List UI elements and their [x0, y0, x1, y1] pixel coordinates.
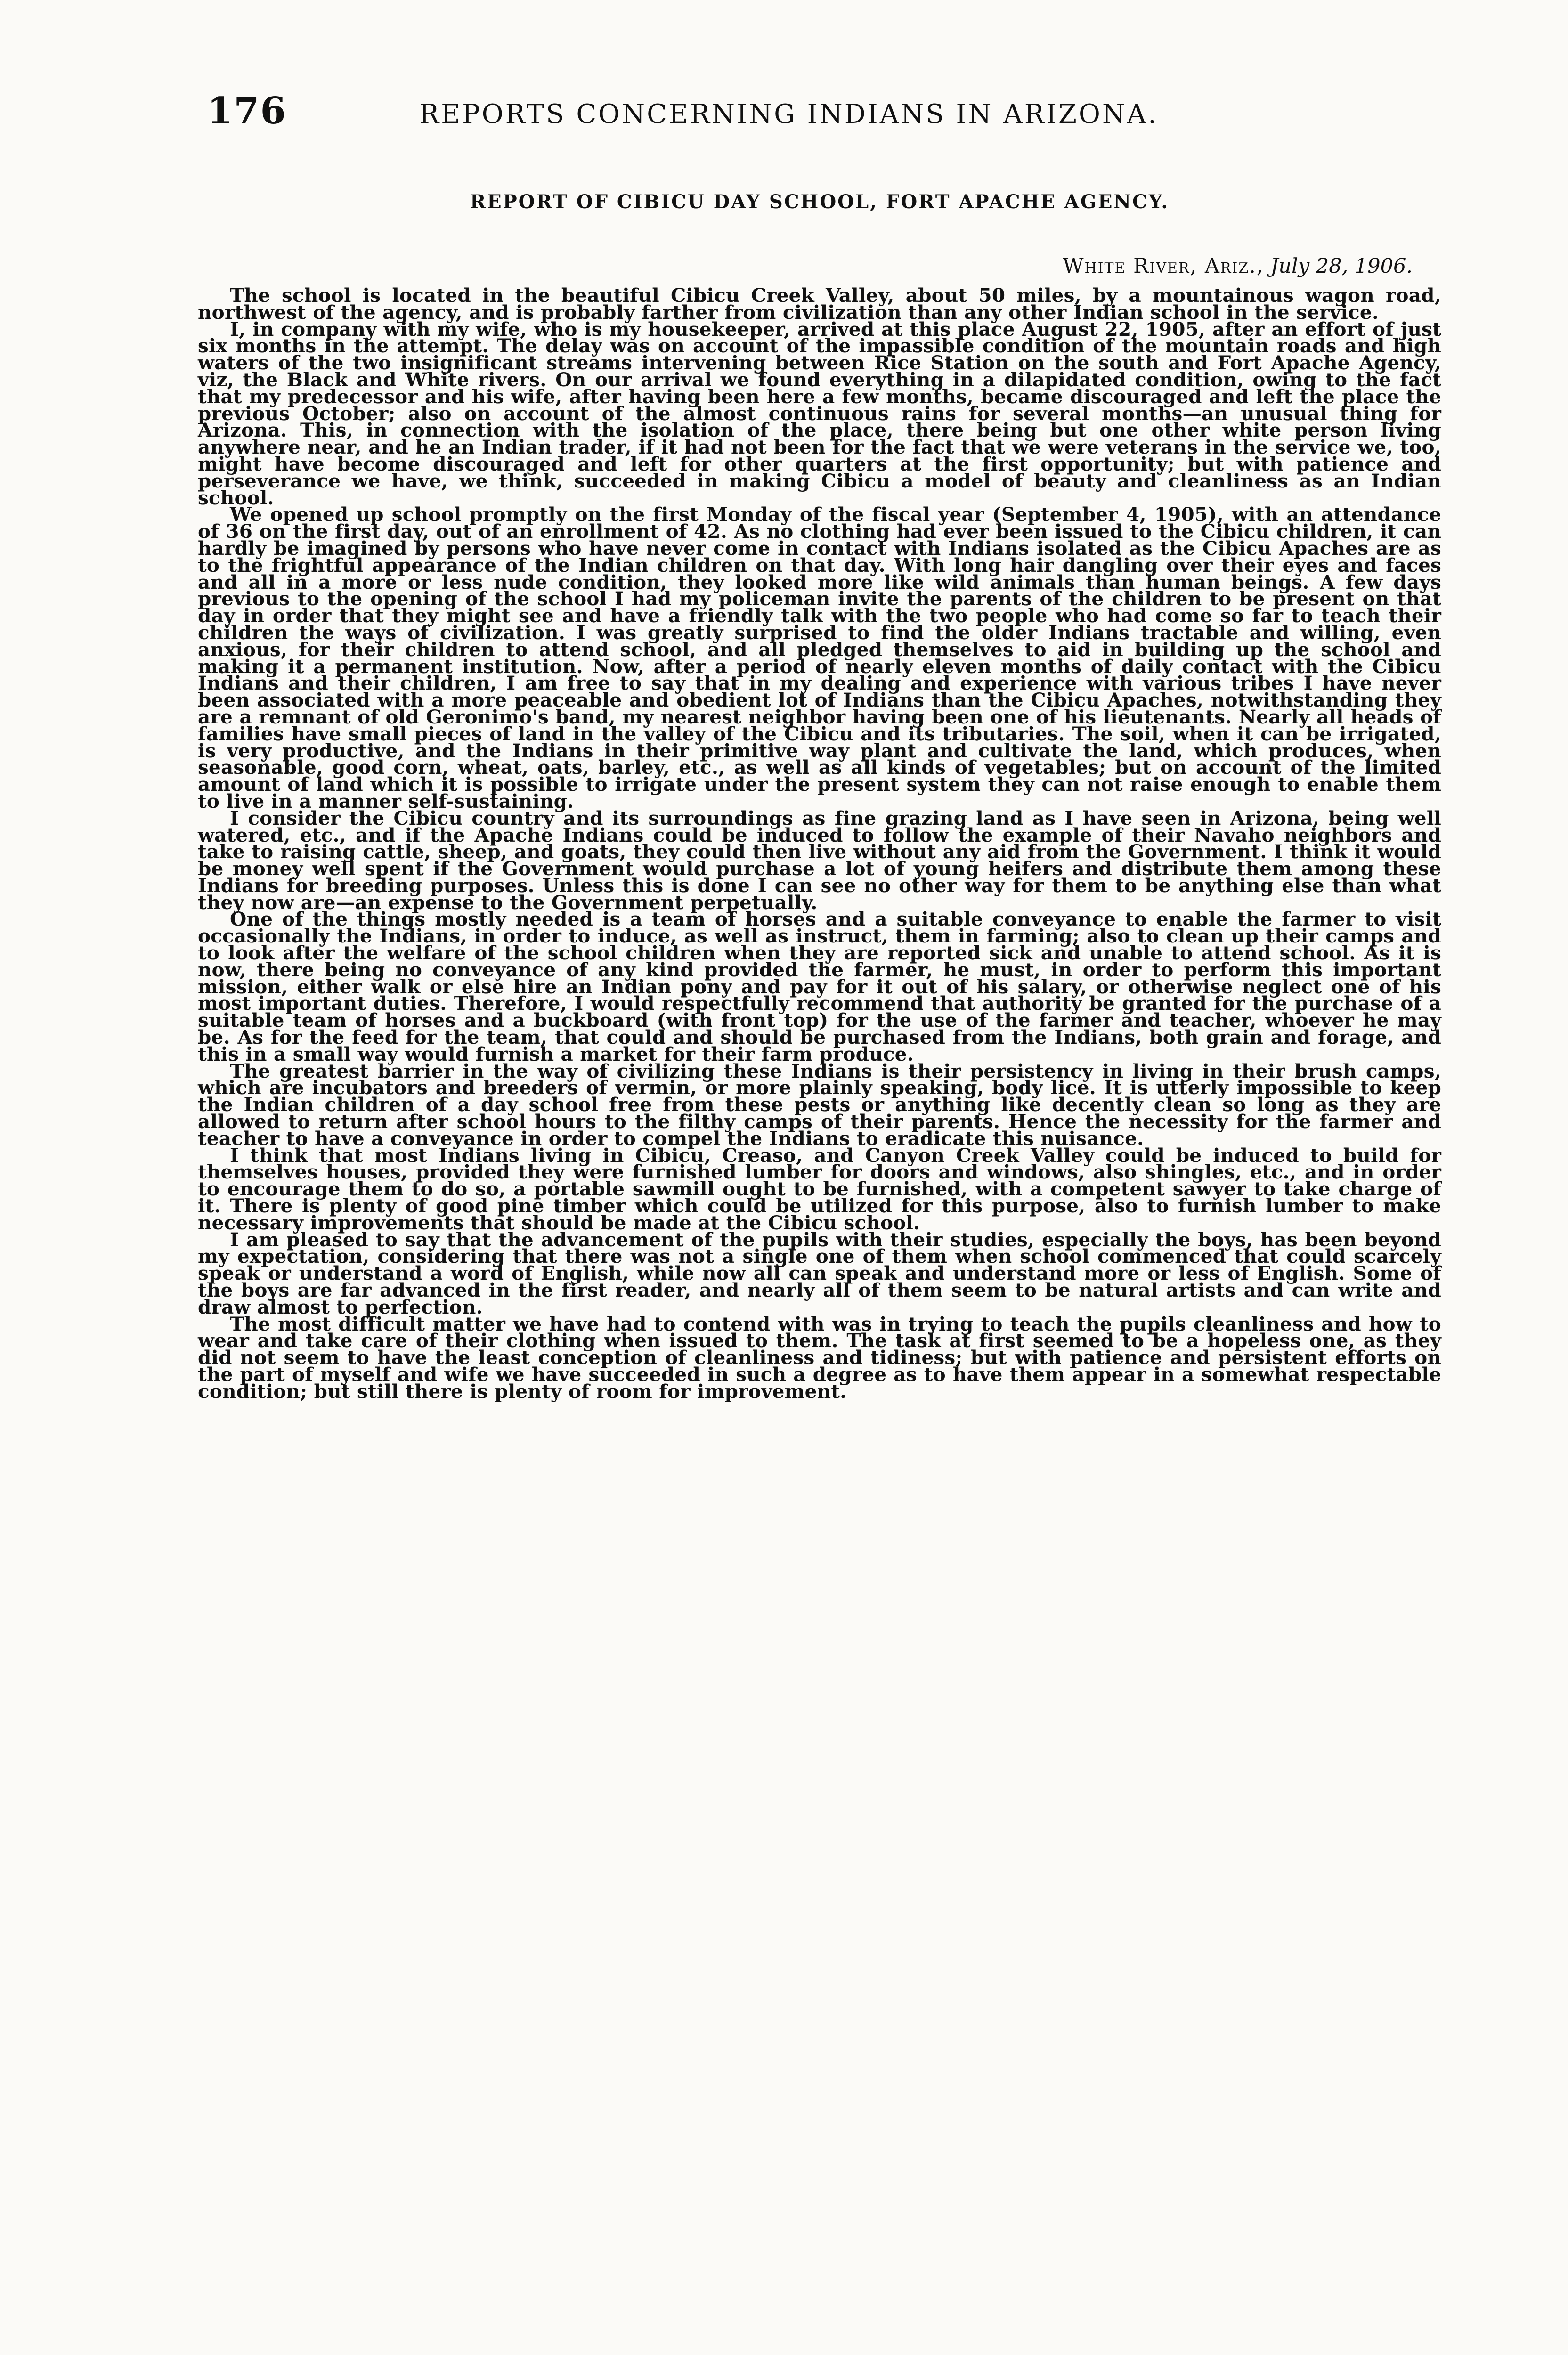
page-number: 176 [207, 89, 287, 132]
paragraph: The greatest barrier in the way of civilizing these Indians is their persistency in living in their brush camps, which are incubators and breeders of vermin, or more plainly speaking, body lice. It is utterly impossible to keep the Indian children of a day school free from these pests or anything like decently clean so long as they are allowed to return after school hours to the filthy camps of their parents. Hence the necessity for the farmer and teacher to have a conveyance in order to compel the Indians to eradicate this nuisance. [198, 1059, 1441, 1150]
dateline-date: July 28, 1906. [1270, 254, 1413, 278]
report-body [198, 284, 1441, 1403]
running-header [207, 89, 1432, 146]
paragraph: I think that most Indians living in Cibicu, Creaso, and Canyon Creek Valley could be induced to build for themselves houses, provided they were furnished lumber for doors and windows, also shingles, etc., and in order to encourage them to do so, a portable sawmill ought to be furnished, with a competent sawyer to take charge of it. There is plenty of good pine timber which could be utilized for this purpose, also to furnish lumber to make necessary improvements that should be made at the Cibicu school. [198, 1144, 1441, 1234]
paragraph: We opened up school promptly on the first Monday of the fiscal year (September 4, 1905), with an attendance of 36 on the first day, out of an enrollment of 42. As no clothing had ever been issued to the Cibicu children, it can hardly be imagined by persons who have never come in contact with Indians isolated as the Cibicu Apaches are as to the frightful appearance of the Indian children on that day. With long hair dangling over their eyes and faces and all in a more or less nude condition, they looked more like wild animals than human beings. A few days previous to the opening of the school I had my policeman invite the parents of the children to be present on that day in order that they might see and have a friendly talk with the two people who had come so far to teach their children the ways of civilization. I was greatly surprised to find the older Indians tractable and willing, even anxious, for their children to attend school, and all pledged themselves to aid in building up the school and making it a permanent institution. Now, after a period of nearly eleven months of daily contact with the Cibicu Indians and their children, I am free to say that in my dealing and experience with various tribes I have never been associated with a more peaceable and obedient lot of Indians than the Cibicu Apaches, notwithstanding they are a remnant of old Geronimo's band, my nearest neighbor having been one of his lieutenants. Nearly all heads of families have small pieces of land in the valley of the Cibicu and its tributaries. The soil, when it can be irrigated, is very productive, and the Indians in their primitive way plant and cultivate the land, which produces, when seasonable, good corn, wheat, oats, barley, etc., as well as all kinds of vegetables; but on account of the limited amount of land which it is possible to irrigate under the present system they can not raise enough to enable them to live in a manner self-sustaining. [198, 503, 1441, 812]
paragraph: I consider the Cibicu country and its surroundings as fine grazing land as I have seen in Arizona, being well watered, etc., and if the Apache Indians could be induced to follow the example of their Navaho neighbors and take to raising cattle, sheep, and goats, they could then live without any aid from the Government. I think it would be money well spent if the Government would purchase a lot of young heifers and distribute them among these Indians for breeding purposes. Unless this is done I can see no other way for them to be anything else than what they now are—an expense to the Government perpetually. [198, 806, 1441, 914]
paragraph: I, in company with my wife, who is my housekeeper, arrived at this place August 22, 1905, after an effort of just six months in the attempt. The delay was on account of the impassible condition of the mountain roads and high waters of the two insignificant streams intervening between Rice Station on the south and Fort Apache Agency, viz, the Black and White rivers. On our arrival we found everything in a dilapidated condition, owing to the fact that my predecessor and his wife, after having been here a few months, became discouraged and left the place the previous October; also on account of the almost continuous rains for several months—an unusual thing for Arizona. This, in connection with the isolation of the place, there being but one other white person living anywhere near, and he an Indian trader, if it had not been for the fact that we were veterans in the service we, too, might have become discouraged and left for other quarters at the first opportunity; but with patience and perseverance we have, we think, succeeded in making Cibicu a model of beauty and cleanliness as an Indian school. [198, 317, 1441, 509]
paragraph: One of the things mostly needed is a team of horses and a suitable conveyance to enable the farmer to visit occasionally the Indians, in order to induce, as well as instruct, them in farming; also to clean up their camps and to look after the welfare of the school children when they are reported sick and unable to attend school. As it is now, there being no conveyance of any kind provided the farmer, he must, in order to perform this important mission, either walk or else hire an Indian pony and pay for it out of his salary, or otherwise neglect one of his most important duties. Therefore, I would respectfully recommend that authority be granted for the purchase of a suitable team of horses and a buckboard (with front top) for the use of the farmer and teacher, whoever he may be. As for the feed for the team, that could and should be purchased from the Indians, both grain and forage, and this in a small way would furnish a market for their farm produce. [198, 908, 1441, 1065]
dateline-place: White River, Ariz., [1063, 254, 1264, 278]
dateline [1063, 254, 1413, 278]
paragraph: The school is located in the beautiful Cibicu Creek Valley, about 50 miles, by a mountainous wagon road, northwest of the agency, and is probably farther from civilization than any other Indian school in the service. [198, 284, 1441, 324]
running-title: REPORTS CONCERNING INDIANS IN ARIZONA. [419, 99, 1159, 130]
paragraph: The most difficult matter we have had to contend with was in trying to teach the pupils cleanliness and how to wear and take care of their clothing when issued to them. The task at first seemed to be a hopeless one, as they did not seem to have the least conception of cleanliness and tidiness; but with patience and persistent efforts on the part of myself and wife we have succeeded in such a degree as to have them appear in a somewhat respectable condition; but still there is plenty of room for improvement. [198, 1312, 1441, 1403]
report-title: REPORT OF CIBICU DAY SCHOOL, FORT APACHE AGENCY. [470, 191, 1170, 213]
paragraph: I am pleased to say that the advancement of the pupils with their studies, especially the boys, has been beyond my expectation, considering that there was not a single one of them when school commenced that could scarcely speak or understand a word of English, while now all can speak and understand more or less of English. Some of the boys are far advanced in the first reader, and nearly all of them seem to be natural artists and can write and draw almost to perfection. [198, 1228, 1441, 1318]
